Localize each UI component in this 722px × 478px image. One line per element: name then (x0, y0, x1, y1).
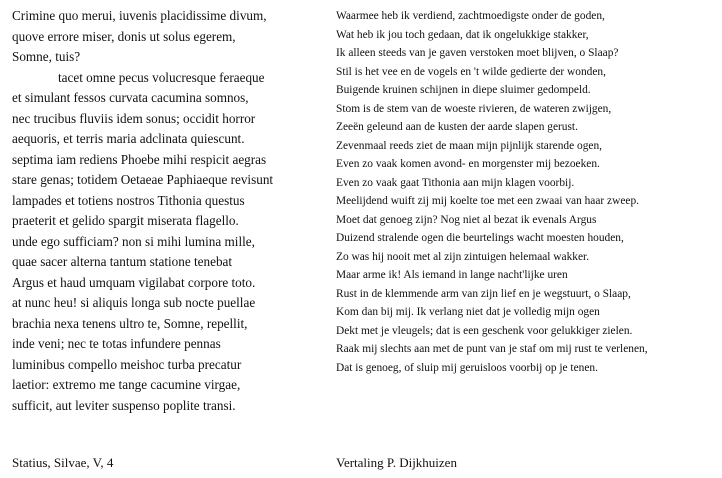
dutch-verse-line: Meelijdend wuift zij mij koelte toe met een zwaai van haar zweep. (336, 195, 639, 207)
latin-verse-line: sufficit, aut leviter suspenso poplite transi. (12, 397, 236, 413)
dutch-verse-line: Even zo vaak gaat Tithonia aan mijn klagen voorbij. (336, 176, 575, 189)
latin-verse-line: Somne, tuis? (12, 49, 81, 64)
latin-verse-line: luminibus compello meishoc turba precatur (12, 356, 242, 372)
dutch-verse-line: Zeeën geleund aan de kusten der aarde slapen gerust. (336, 121, 578, 133)
latin-verse-line: tacet omne pecus volucresque feraeque (58, 69, 265, 85)
dutch-verse-line: Buigende kruinen schijnen in diepe sluimer gedompeld. (336, 84, 591, 96)
dutch-verse-line: Duizend stralende ogen die beurtelings wacht moesten houden, (336, 232, 624, 244)
latin-verse-line: septima iam rediens Phoebe mihi respicit aegras (12, 151, 267, 167)
latin-source-citation: Statius, Silvae, V, 4 (12, 455, 114, 470)
dutch-verse-line: Even zo vaak komen avond- en morgenster mij bezoeken. (336, 158, 600, 170)
latin-verse-line: quove errore miser, donis ut solus egerem, (12, 28, 236, 44)
latin-verse-line: unde ego sufficiam? non si mihi lumina mille, (12, 233, 255, 249)
dutch-verse-line: Stil is het vee en de vogels en 't wilde gedierte der wonden, (336, 65, 606, 78)
latin-verse-line: at nunc heu! si aliquis longa sub nocte puellae (12, 295, 256, 310)
dutch-verse-line: Zevenmaal reeds ziet de maan mijn pijnlijk starende ogen, (336, 139, 603, 152)
translator-credit: Vertaling P. Dijkhuizen (336, 455, 457, 470)
dutch-verse-line: Raak mij slechts aan met de punt van je staf om mij rust te verlenen, (336, 343, 648, 355)
dutch-verse-line: Wat heb ik jou toch gedaan, dat ik ongelukkige stakker, (336, 28, 589, 41)
dutch-verse-line: Waarmee heb ik verdiend, zachtmoedigste onder de goden, (336, 10, 605, 22)
dutch-verse-line: Maar arme ik! Als iemand in lange nacht'lijke uren (336, 269, 568, 281)
latin-verse-line: inde veni; nec te totas infundere pennas (12, 336, 221, 351)
latin-verse-line: lampades et totiens nostros Tithonia questus (12, 192, 245, 208)
latin-poem (12, 6, 330, 416)
latin-verse-line: aequoris, et terris maria adclinata quiescunt. (12, 131, 245, 146)
latin-verse-line: stare genas; totidem Oetaeae Paphiaeque revisunt (12, 172, 274, 187)
latin-verse-line: nec trucibus fluviis idem sonus; occidit horror (12, 110, 256, 126)
dutch-verse-line: Stom is de stem van de woeste rivieren, de wateren zwijgen, (336, 102, 612, 115)
dutch-verse-line: Dekt met je vleugels; dat is een geschenk voor gelukkiger zielen. (336, 324, 633, 337)
dutch-verse-line: Zo was hij nooit met al zijn zintuigen helemaal wakker. (336, 250, 590, 263)
latin-verse-line: laetior: extremo me tange cacumine virgae, (12, 377, 241, 392)
dutch-verse-line: Dat is genoeg, of sluip mij geruisloos voorbij op je tenen. (336, 361, 598, 374)
latin-verse-line: Argus et haud umquam vigilabat corpore toto. (12, 274, 256, 290)
latin-verse-line: praeterit et gelido spargit miserata flagello. (12, 213, 239, 228)
dutch-verse-line: Rust in de klemmende arm van zijn lief en je wegstuurt, o Slaap, (336, 287, 631, 300)
latin-verse-line: quae sacer alterna tantum statione tenebat (12, 254, 233, 269)
latin-verse-line: et simulant fessos curvata cacumina somnos, (12, 90, 249, 105)
dutch-translation (336, 7, 720, 377)
dutch-verse-line: Moet dat genoeg zijn? Nog niet al bezat ik evenals Argus (336, 213, 597, 226)
dutch-verse-line: Kom dan bij mij. Ik verlang niet dat je volledig mijn ogen (336, 306, 600, 318)
latin-verse-line: Crimine quo merui, iuvenis placidissime divum, (12, 8, 267, 23)
dutch-verse-line: Ik alleen steeds van je gaven verstoken moet blijven, o Slaap? (336, 47, 619, 59)
latin-verse-line: brachia nexa tenens ultro te, Somne, repellit, (12, 315, 248, 331)
